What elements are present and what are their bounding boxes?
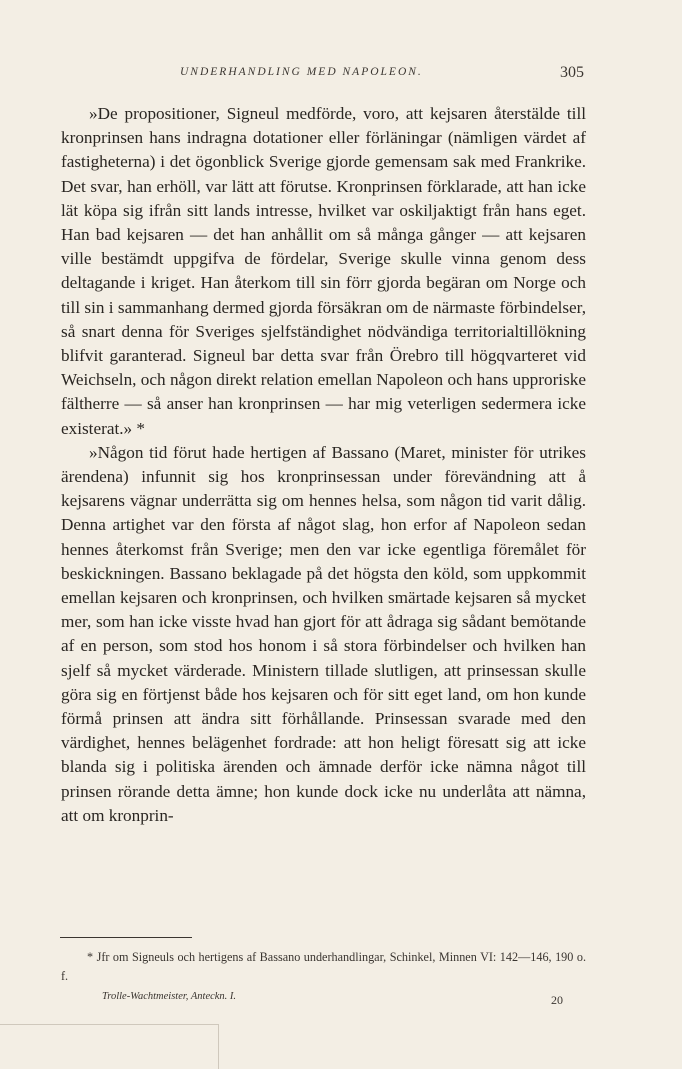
body-text xyxy=(61,102,586,828)
footnote-divider xyxy=(60,937,192,938)
page-number: 305 xyxy=(560,64,584,81)
paragraph: »Någon tid förut hade hertigen af Bassano (Maret, minister för utrikes ärendena) infunnit sig hos kronprinsessan under förevändning att å kejsarens vägnar underrätta sig om hennes helsa, som någon tid varit dålig. Denna artighet var den första af något slag, hon erfor af Napoleon sedan hennes återkomst från Sverige; men den var icke egentliga föremålet för beskickningen. Bassano beklagade på det högsta den köld, som uppkommit emellan kejsaren och kronprinsen, och hvilken smärtade kejsaren så mycket mer, som han icke visste hvad han gjort för att ådraga sig sådant bemötande af en person, som stod hos honom i så stora förbindelser och hvilken han sjelf så mycket värderade. Ministern tillade slutligen, att prinsessan skulle göra sig en förtjenst både hos kejsaren och för sitt eget land, om hon kunde förmå prinsen att ändra sitt förhållande. Prinsessan svarade med den värdighet, hennes belägenhet fordrade: att hon heligt föresatt sig att icke blanda sig i politiska ärenden och ämnade derför icke nämna något till prinsen rörande detta ämne; hon kunde dock icke nu underlåta att nämna, att om kronprin- xyxy=(61,442,586,825)
signature-line: Trolle-Wachtmeister, Anteckn. I. xyxy=(102,991,237,1002)
running-title: UNDERHANDLING MED NAPOLEON. xyxy=(180,66,423,78)
footnote: * Jfr om Signeuls och hertigens af Bassano underhandlingar, Schinkel, Minnen VI: 142—146, 190 o. f. xyxy=(61,950,586,983)
page-header xyxy=(0,66,682,90)
sheet-mark: 20 xyxy=(551,993,563,1007)
paragraph: »De propositioner, Signeul medförde, voro, att kejsaren återstälde till kronprinsen hans indragna dotationer eller förläningar (nämligen värdet af fastigheterna) i det ögonblick Sverige gjorde gemensam sak med Frankrike. Det svar, han erhöll, var lätt att förutse. Kronprinsen förklarade, att han icke lät köpa sig ifrån sitt lands intresse, hvilket var oskiljaktigt från hans eget. Han bad kejsaren — det han anhållit om så många gånger — att kejsaren ville bestämdt uppgifva de fördelar, Sverige skulle vinna genom dess deltagande i kriget. Han återkom till sin förr gjorda begäran om Norge och till sin i sammanhang dermed gjorda försäkran om de närmaste förbindelser, så snart denna för Sveriges sjelfständighet nödvändiga territorialtillökning blifvit garanterad. Signeul bar detta svar från Örebro till högqvarteret vid Weichseln, och någon direkt relation emellan Napoleon och hans upproriske fältherre — så anser han kronprinsen — har mig veterligen sedermera icke existerat.» * xyxy=(61,104,586,438)
page-edge-artifact xyxy=(0,1024,219,1069)
